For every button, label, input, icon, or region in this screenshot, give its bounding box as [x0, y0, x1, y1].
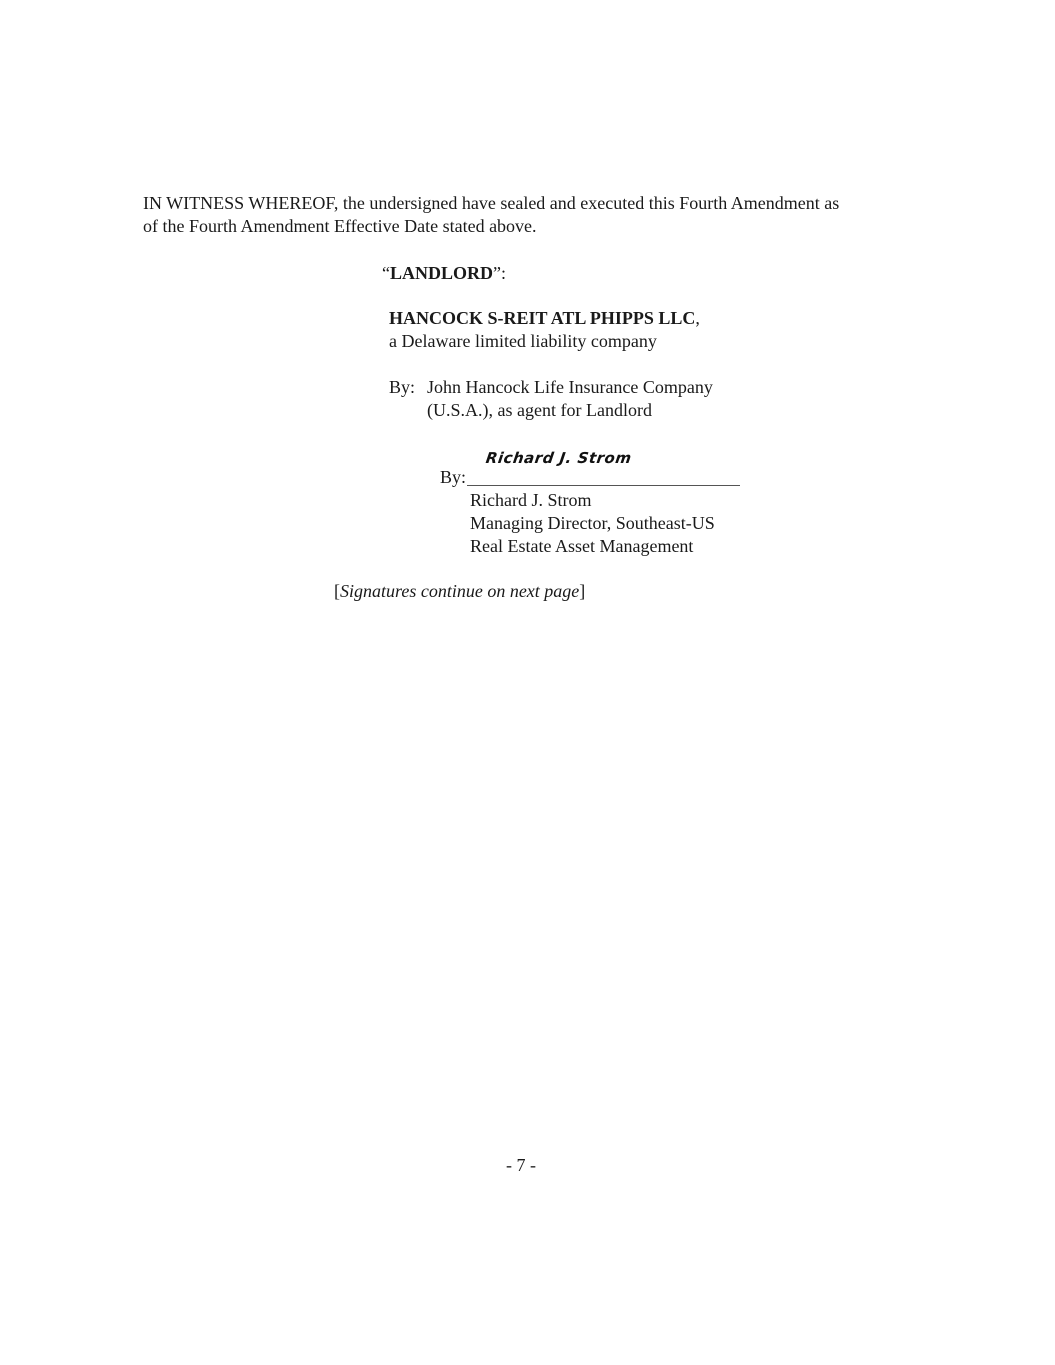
agent-line-1: John Hancock Life Insurance Company — [427, 377, 713, 397]
witness-paragraph — [143, 192, 933, 238]
handwritten-signature: Richard J. Strom — [484, 449, 633, 467]
landlord-label: LANDLORD — [390, 263, 494, 283]
company-name-line — [389, 307, 700, 330]
landlord-close-quote: ”: — [493, 263, 507, 283]
company-name: HANCOCK S-REIT ATL PHIPPS LLC — [389, 308, 696, 328]
signatory-title-1: Managing Director, Southeast-US — [470, 513, 715, 533]
signatory-name: Richard J. Strom — [470, 490, 592, 510]
continuation-close-bracket: ] — [579, 581, 586, 601]
company-description: a Delaware limited liability company — [389, 331, 657, 351]
company-name-suffix: , — [695, 308, 700, 328]
landlord-heading — [382, 262, 506, 285]
signatory-title-2: Real Estate Asset Management — [470, 536, 694, 556]
signature-by-label: By: — [440, 467, 467, 487]
continuation-open-bracket: [ — [334, 581, 340, 601]
witness-line-2: of the Fourth Amendment Effective Date stated above. — [143, 216, 537, 236]
continuation-text: Signatures continue on next page — [340, 581, 580, 601]
page-number: - 7 - — [506, 1155, 536, 1175]
agent-by-label: By: — [389, 377, 416, 397]
landlord-open-quote: “ — [382, 263, 390, 283]
continuation-note — [334, 580, 585, 603]
agent-line-2: (U.S.A.), as agent for Landlord — [427, 400, 652, 420]
witness-line-1: IN WITNESS WHEREOF, the undersigned have sealed and executed this Fourth Amendment as — [143, 193, 840, 213]
signature-line — [467, 485, 740, 486]
